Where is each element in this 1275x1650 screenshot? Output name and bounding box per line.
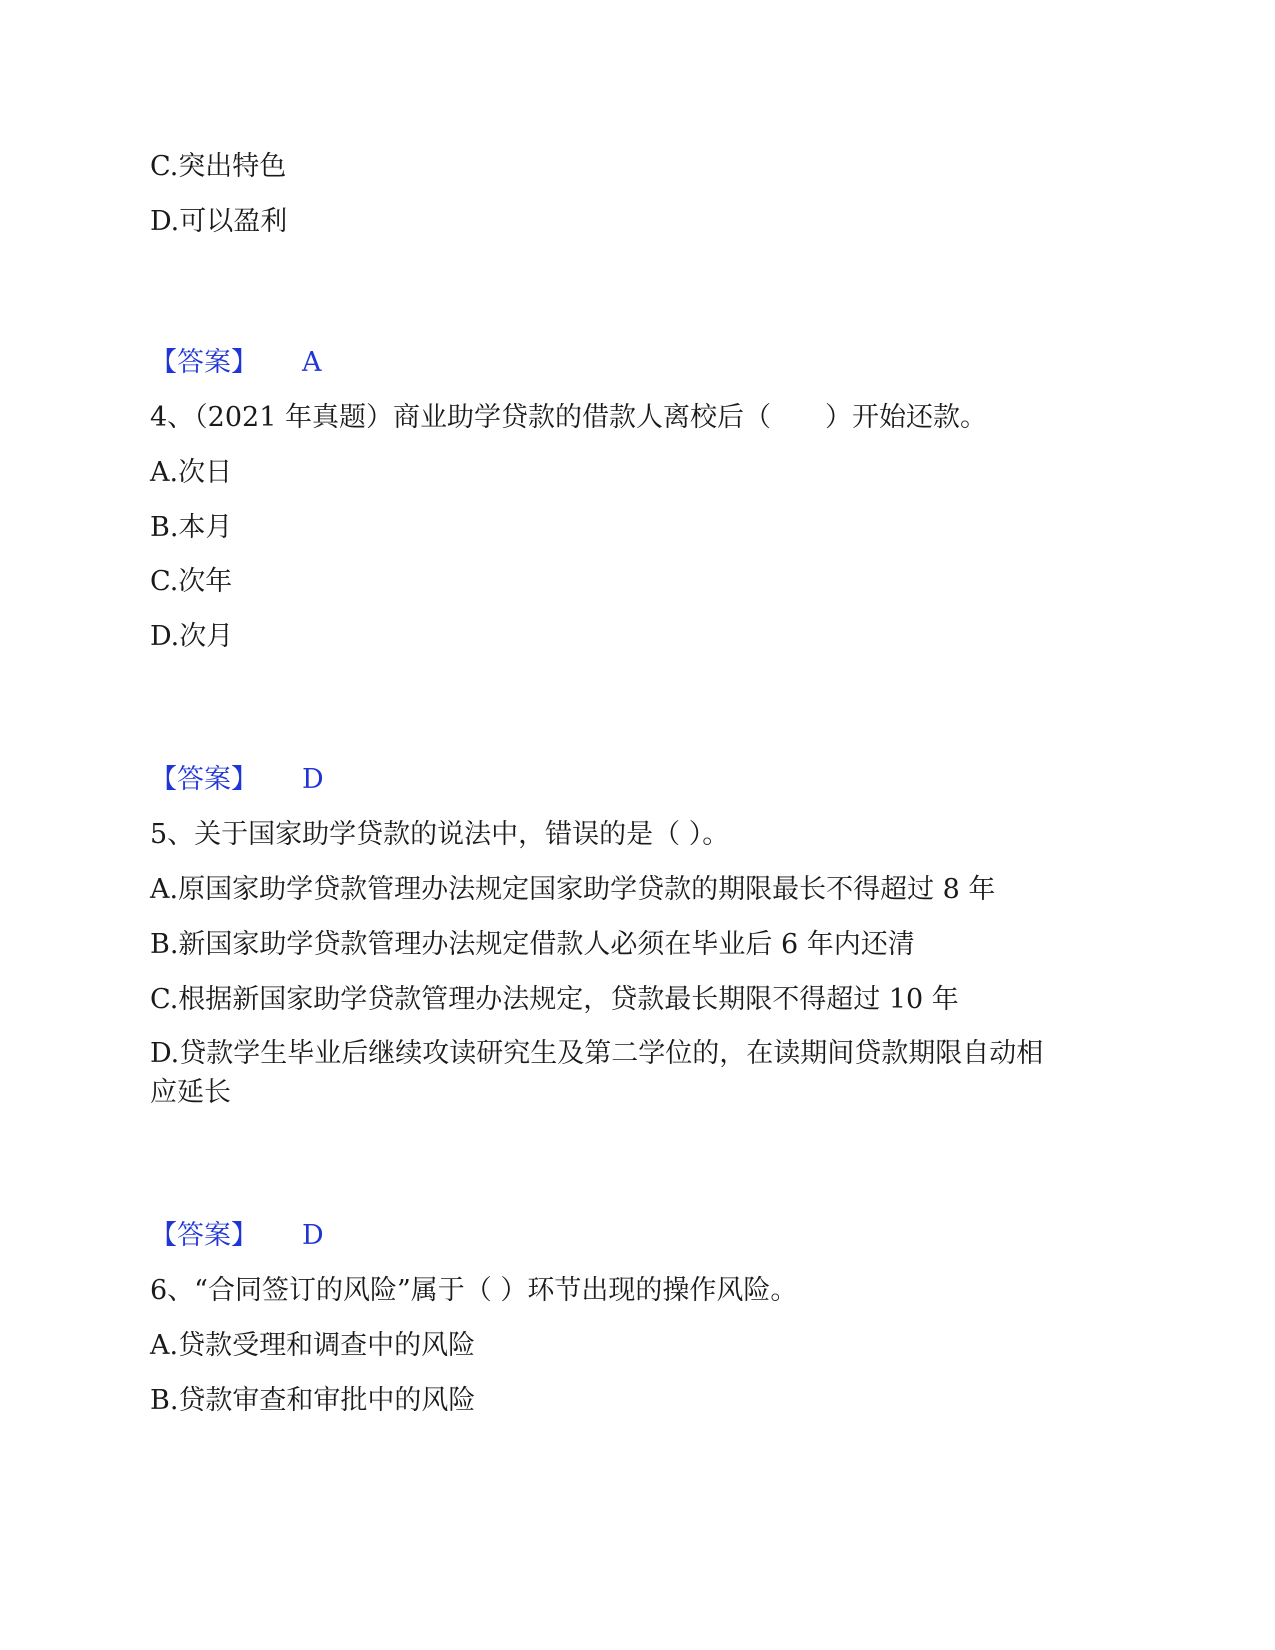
answer-line xyxy=(150,344,322,382)
option-b: B.贷款审查和审批中的风险 xyxy=(150,1385,476,1416)
question-stem: 4、（2021 年真题）商业助学贷款的借款人离校后（ ）开始还款。 xyxy=(150,402,987,433)
answer-label: 【答案】 xyxy=(150,764,258,795)
answer-value: D xyxy=(302,1220,324,1251)
answer-label: 【答案】 xyxy=(150,347,258,378)
option-c: C.次年 xyxy=(150,566,233,597)
option-b: B.新国家助学贷款管理办法规定借款人必须在毕业后 6 年内还清 xyxy=(150,929,915,960)
option-d: D.贷款学生毕业后继续攻读研究生及第二学位的，在读期间贷款期限自动相 xyxy=(150,1038,1044,1069)
answer-label: 【答案】 xyxy=(150,1220,258,1251)
option-a: A.贷款受理和调查中的风险 xyxy=(150,1330,476,1361)
question-stem: 6、“合同签订的风险”属于（ ）环节出现的操作风险。 xyxy=(150,1275,798,1306)
option-d: D.可以盈利 xyxy=(150,206,288,237)
answer-value: A xyxy=(302,347,322,378)
option-c: C.突出特色 xyxy=(150,151,287,182)
option-d-continued: 应延长 xyxy=(150,1077,231,1108)
option-b: B.本月 xyxy=(150,512,233,543)
question-stem: 5、关于国家助学贷款的说法中，错误的是（ ）。 xyxy=(150,819,730,850)
answer-line xyxy=(150,1217,324,1255)
option-d: D.次月 xyxy=(150,621,234,652)
option-a: A.次日 xyxy=(150,457,233,488)
option-c: C.根据新国家助学贷款管理办法规定，贷款最长期限不得超过 10 年 xyxy=(150,984,959,1015)
answer-value: D xyxy=(302,764,324,795)
option-a: A.原国家助学贷款管理办法规定国家助学贷款的期限最长不得超过 8 年 xyxy=(150,874,996,905)
answer-line xyxy=(150,761,324,799)
